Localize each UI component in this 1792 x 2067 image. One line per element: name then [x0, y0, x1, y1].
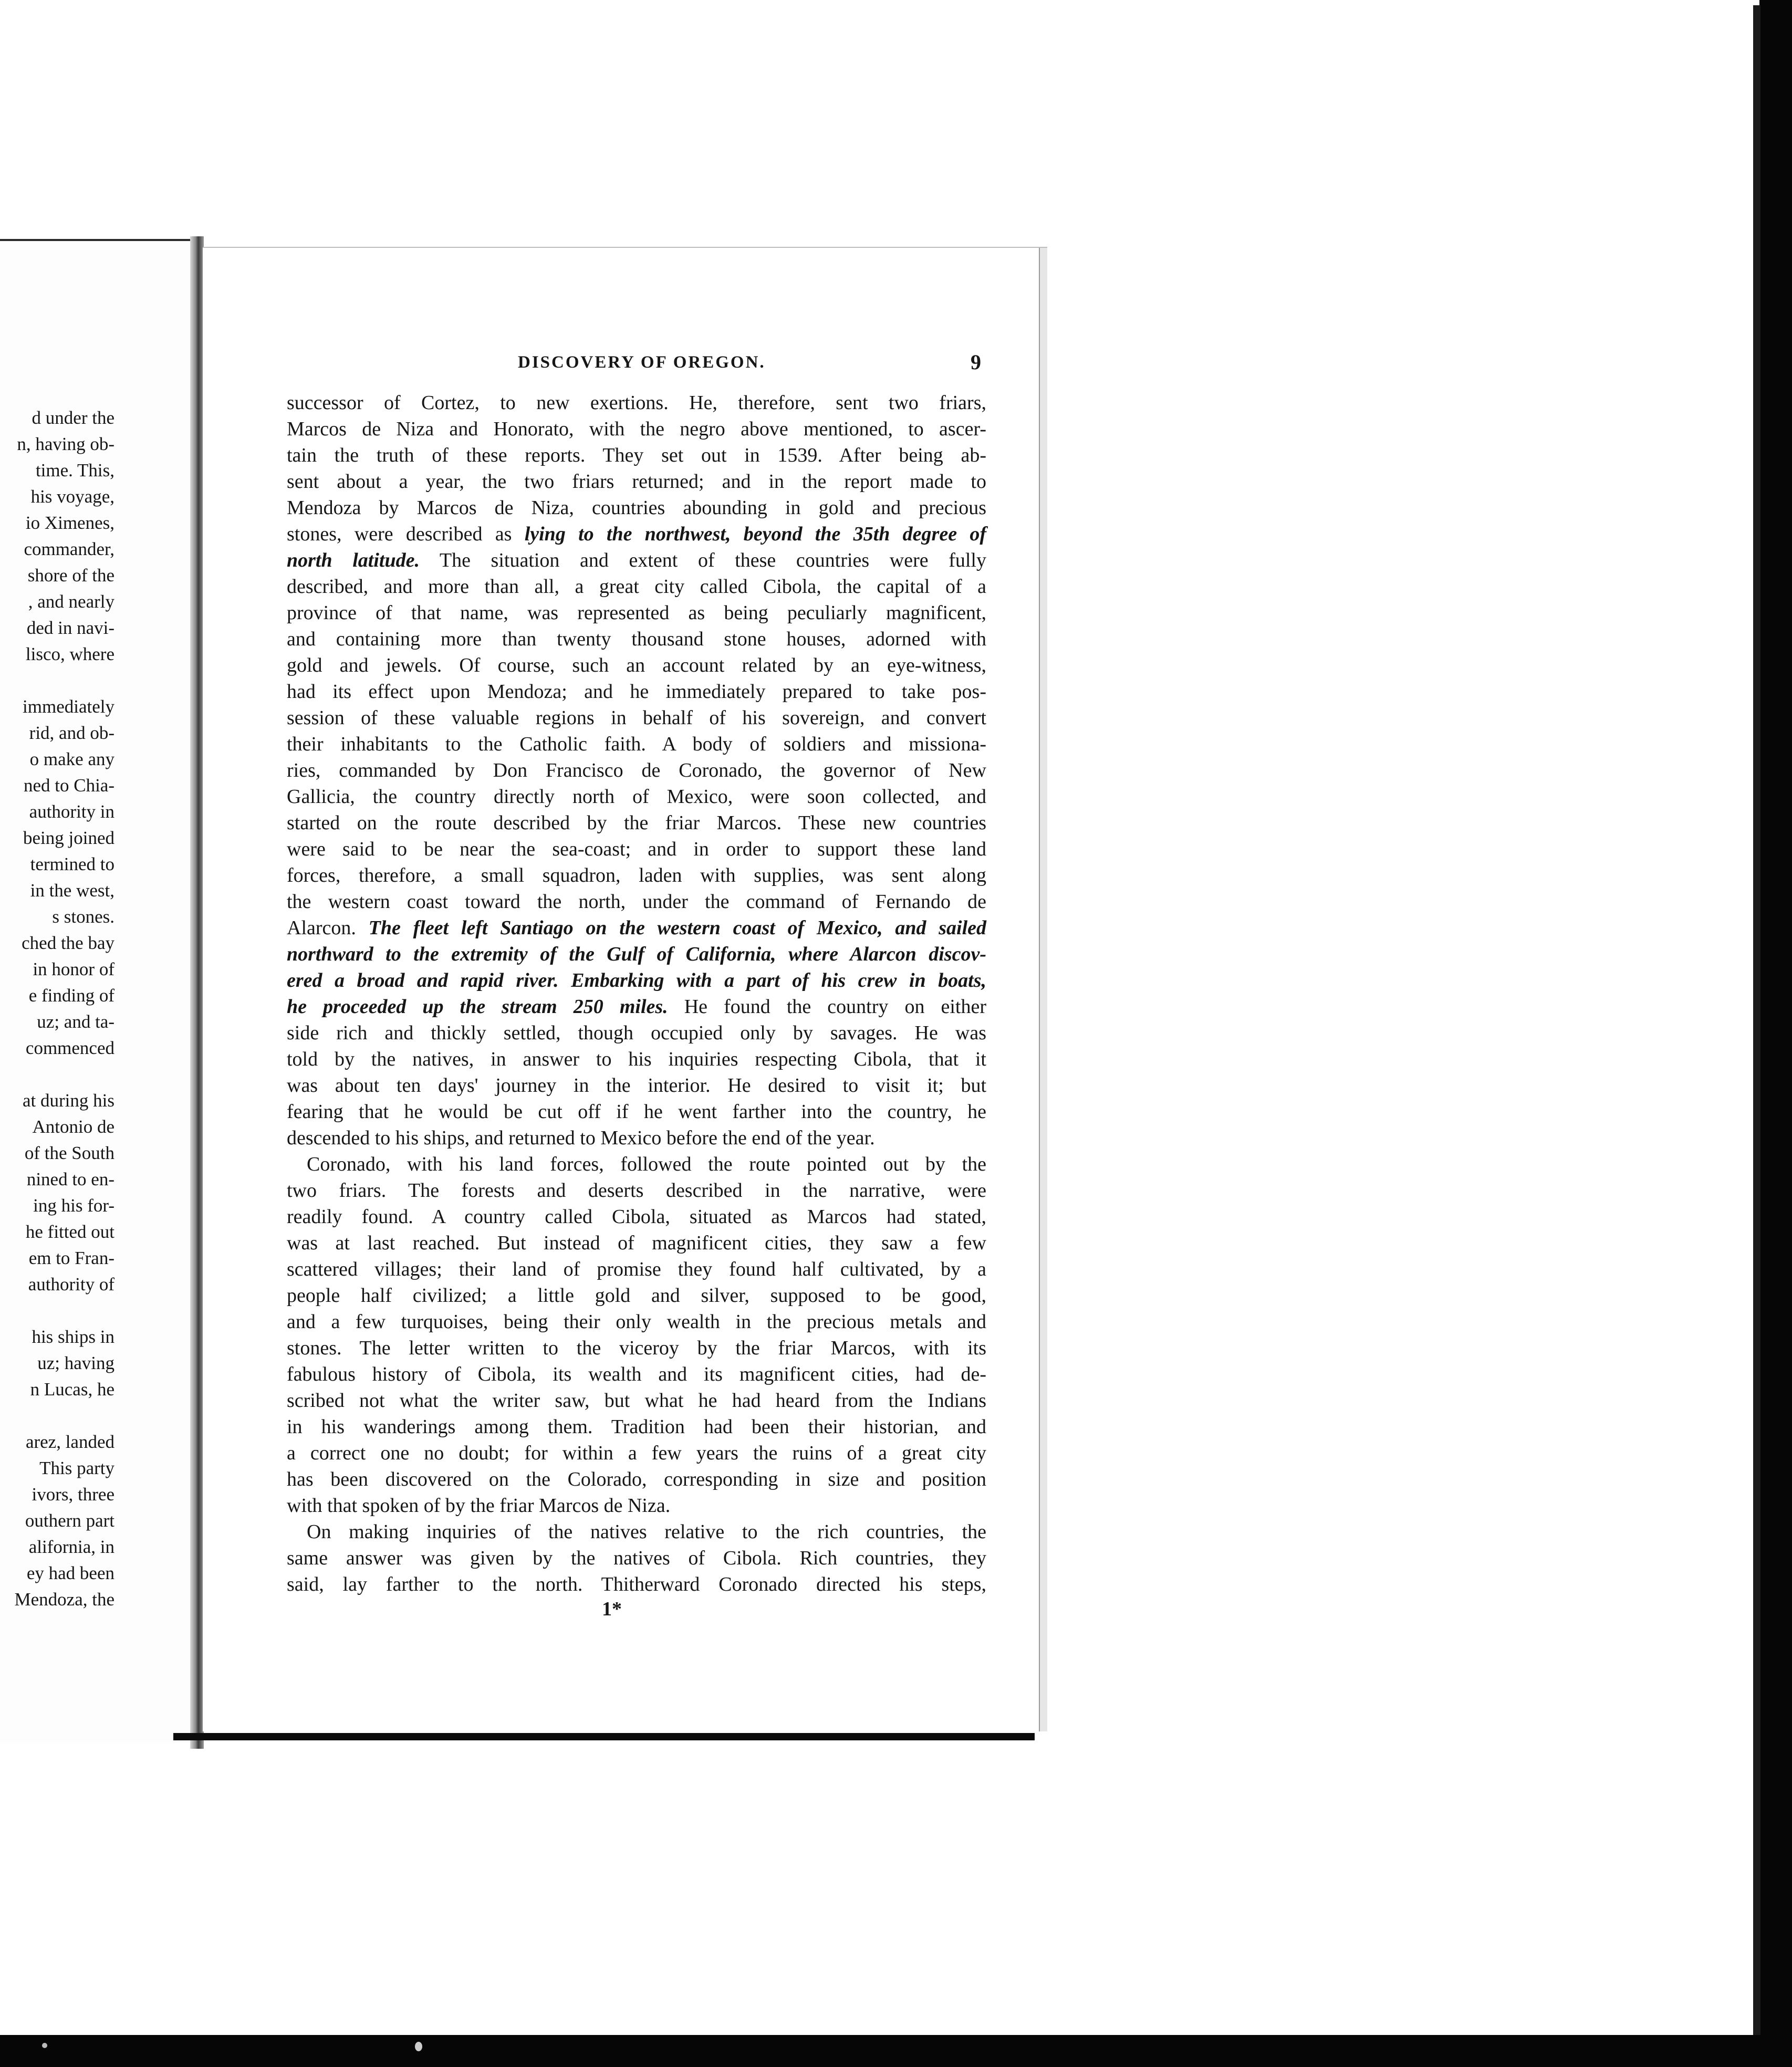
text-line [287, 626, 986, 652]
previous-page-line: commenced [25, 1038, 114, 1058]
text-line [287, 1230, 986, 1256]
text-run: said, lay farther to the north. Thitherward Coronado directed his steps, [287, 1573, 986, 1595]
previous-page-line: of the South [24, 1143, 114, 1163]
text-run: forces, therefore, a small squadron, laden with supplies, was sent along [287, 864, 986, 886]
previous-page-line: ched the bay [22, 933, 114, 953]
text-line [287, 1519, 986, 1545]
running-head [203, 350, 1047, 374]
previous-page-text [0, 405, 116, 1613]
previous-page-line: shore of the [27, 565, 114, 586]
text-run: He found the country on either [668, 996, 986, 1018]
text-run: Mendoza by Marcos de Niza, countries abounding in gold and precious [287, 497, 986, 519]
text-run: were said to be near the sea-coast; and in order to support these land [287, 838, 986, 860]
text-line [287, 521, 986, 547]
text-run: had its effect upon Mendoza; and he immediately prepared to take pos- [287, 681, 986, 703]
text-line [287, 994, 986, 1020]
text-run: described, and more than all, a great city called Cibola, the capital of a [287, 576, 986, 598]
body-text [287, 390, 986, 1598]
previous-page-line: immediately [23, 696, 114, 717]
text-run: the western coast toward the north, under the command of Fernando de [287, 891, 986, 913]
previous-page-line: outhern part [25, 1510, 114, 1531]
previous-page-line: uz; and ta- [37, 1011, 114, 1032]
text-line [287, 1020, 986, 1046]
scan-frame-bottom [0, 2035, 1792, 2067]
text-run: stones. The letter written to the viceroy by the friar Marcos, with its [287, 1337, 986, 1359]
text-line [287, 915, 986, 941]
text-line [287, 442, 986, 468]
text-line [287, 1072, 986, 1099]
previous-page-line: time. This, [35, 460, 114, 481]
text-run: Alarcon. [287, 917, 369, 939]
text-line [287, 390, 986, 416]
previous-page-line: d under the [32, 408, 114, 428]
text-line [287, 862, 986, 889]
previous-page-line: o make any [29, 749, 114, 769]
text-run: Coronado, with his land forces, followed the route pointed out by the [307, 1153, 986, 1175]
text-line [287, 1125, 986, 1151]
previous-page [0, 239, 194, 1743]
previous-page-line: ded in navi- [26, 618, 114, 638]
text-run: gold and jewels. Of course, such an account related by an eye-witness, [287, 654, 986, 676]
italic-phrase: lying to the northwest, beyond the 35th degree of [524, 523, 986, 545]
text-line [287, 1387, 986, 1414]
scan-frame-right [1759, 0, 1792, 2067]
paragraph-gap [0, 667, 116, 694]
text-line [287, 1046, 986, 1072]
text-run: descended to his ships, and returned to Mexico before the end of the year. [287, 1127, 875, 1149]
page-number: 9 [971, 350, 981, 374]
text-run: side rich and thickly settled, though occupied only by savages. He was [287, 1022, 986, 1044]
italic-phrase: The fleet left Santiago on the western coast of Mexico, and sailed [368, 917, 986, 939]
previous-page-line: ey had been [26, 1563, 114, 1583]
previous-page-line: in the west, [30, 880, 114, 901]
text-line [287, 889, 986, 915]
text-run: fearing that he would be cut off if he went farther into the country, he [287, 1101, 986, 1123]
text-run: readily found. A country called Cibola, situated as Marcos had stated, [287, 1206, 986, 1228]
text-line [287, 1177, 986, 1204]
previous-page-line: s stones. [52, 906, 114, 927]
scan-speck [42, 2043, 47, 2048]
previous-page-line: e finding of [28, 985, 114, 1006]
previous-page-line: rid, and ob- [29, 723, 114, 743]
scan-frame-right-inner [1753, 5, 1760, 2037]
text-run: started on the route described by the friar Marcos. These new countries [287, 812, 986, 834]
previous-page-line: Mendoza, the [14, 1589, 114, 1610]
text-run: told by the natives, in answer to his inquiries respecting Cibola, that it [287, 1048, 986, 1070]
current-page [203, 247, 1047, 1731]
scan-speck [415, 2042, 422, 2051]
previous-page-line: arez, landed [25, 1432, 114, 1452]
text-line [287, 1571, 986, 1598]
previous-page-line: ivors, three [32, 1484, 114, 1505]
text-run: with that spoken of by the friar Marcos de Niza. [287, 1495, 671, 1517]
previous-page-line: authority in [29, 801, 114, 822]
previous-page-line: alifornia, in [28, 1537, 114, 1557]
text-run: and a few turquoises, being their only wealth in the precious metals and [287, 1311, 986, 1333]
text-run: scattered villages; their land of promise they found half cultivated, by a [287, 1258, 986, 1280]
text-line [287, 1256, 986, 1282]
text-run: scribed not what the writer saw, but what he had heard from the Indians [287, 1390, 986, 1412]
previous-page-line: authority of [28, 1274, 114, 1295]
text-line [287, 652, 986, 678]
italic-phrase: north latitude. [287, 549, 420, 571]
paragraph-gap [0, 1061, 116, 1088]
text-run: was at last reached. But instead of magnificent cities, they saw a few [287, 1232, 986, 1254]
text-line [287, 573, 986, 600]
text-line [287, 705, 986, 731]
previous-page-line: uz; having [37, 1353, 114, 1373]
previous-page-line: , and nearly [28, 591, 114, 612]
text-line [287, 468, 986, 495]
text-run: same answer was given by the natives of Cibola. Rich countries, they [287, 1547, 986, 1569]
text-run: tain the truth of these reports. They set out in 1539. After being ab- [287, 444, 986, 466]
text-line [287, 784, 986, 810]
text-run: province of that name, was represented as being peculiarly magnificent, [287, 602, 986, 624]
text-line [287, 967, 986, 994]
text-line [287, 1492, 986, 1519]
paragraph-gap [0, 1403, 116, 1429]
book-gutter [190, 236, 204, 1749]
page-bottom-edge [173, 1733, 1035, 1740]
text-run: session of these valuable regions in behalf of his sovereign, and convert [287, 707, 986, 729]
text-run: ries, commanded by Don Francisco de Coronado, the governor of New [287, 759, 986, 781]
text-line [287, 547, 986, 573]
text-line [287, 495, 986, 521]
text-line [287, 1335, 986, 1361]
paragraph-gap [0, 1298, 116, 1324]
text-run: stones, were described as [287, 523, 525, 545]
text-line [287, 941, 986, 967]
text-run: and containing more than twenty thousand stone houses, adorned with [287, 628, 986, 650]
text-line [287, 1204, 986, 1230]
previous-page-line: em to Fran- [28, 1248, 114, 1268]
previous-page-line: nined to en- [26, 1169, 114, 1189]
text-run: Gallicia, the country directly north of Mexico, were soon collected, and [287, 786, 986, 808]
text-run: The situation and extent of these countries were fully [419, 549, 986, 571]
text-line [287, 600, 986, 626]
previous-page-line: io Ximenes, [25, 513, 114, 533]
text-run: people half civilized; a little gold and silver, supposed to be good, [287, 1285, 986, 1307]
previous-page-line: This party [39, 1458, 114, 1478]
text-run: Marcos de Niza and Honorato, with the negro above mentioned, to ascer- [287, 418, 986, 440]
previous-page-line: his ships in [32, 1327, 114, 1347]
previous-page-line: termined to [30, 854, 114, 874]
previous-page-line: in honor of [33, 959, 114, 979]
text-run: sent about a year, the two friars returned; and in the report made to [287, 471, 986, 493]
text-run: fabulous history of Cibola, its wealth and its magnificent cities, had de- [287, 1363, 986, 1385]
text-line [287, 1309, 986, 1335]
text-line [287, 836, 986, 862]
previous-page-line: n Lucas, he [30, 1379, 114, 1400]
text-line [287, 757, 986, 784]
previous-page-line: he fitted out [25, 1222, 114, 1242]
italic-phrase: northward to the extremity of the Gulf of California, where Alarcon discov- [287, 943, 986, 965]
text-line [287, 1545, 986, 1571]
text-run: has been discovered on the Colorado, corresponding in size and position [287, 1468, 986, 1490]
signature-mark: 1* [602, 1598, 622, 1620]
text-run: successor of Cortez, to new exertions. He, therefore, sent two friars, [287, 392, 986, 414]
previous-page-line: ned to Chia- [23, 775, 114, 796]
text-line [287, 416, 986, 442]
text-line [287, 1414, 986, 1440]
text-line [287, 1466, 986, 1492]
text-line [287, 1361, 986, 1387]
text-line [287, 1099, 986, 1125]
text-line [287, 1440, 986, 1466]
text-run: was about ten days' journey in the interior. He desired to visit it; but [287, 1074, 986, 1097]
previous-page-line: at during his [23, 1090, 114, 1111]
previous-page-line: Antonio de [32, 1116, 114, 1137]
text-line [287, 678, 986, 705]
text-run: On making inquiries of the natives relative to the rich countries, the [307, 1521, 986, 1543]
text-run: a correct one no doubt; for within a few years the ruins of a great city [287, 1442, 986, 1464]
text-line [287, 1151, 986, 1177]
previous-page-line: n, having ob- [17, 434, 114, 454]
previous-page-line: lisco, where [25, 644, 114, 664]
text-line [287, 1282, 986, 1309]
text-line [287, 810, 986, 836]
previous-page-line: being joined [23, 828, 114, 848]
previous-page-line: ing his for- [33, 1195, 114, 1216]
text-run: their inhabitants to the Catholic faith. A body of soldiers and missiona- [287, 733, 986, 755]
previous-page-line: commander, [24, 539, 114, 559]
text-line [287, 731, 986, 757]
running-title: DISCOVERY OF OREGON. [518, 353, 766, 372]
text-run: in his wanderings among them. Tradition had been their historian, and [287, 1416, 986, 1438]
previous-page-line: his voyage, [30, 486, 114, 507]
text-run: two friars. The forests and deserts described in the narrative, were [287, 1179, 986, 1202]
italic-phrase: ered a broad and rapid river. Embarking with a part of his crew in boats, [287, 969, 986, 991]
italic-phrase: he proceeded up the stream 250 miles. [287, 996, 668, 1018]
